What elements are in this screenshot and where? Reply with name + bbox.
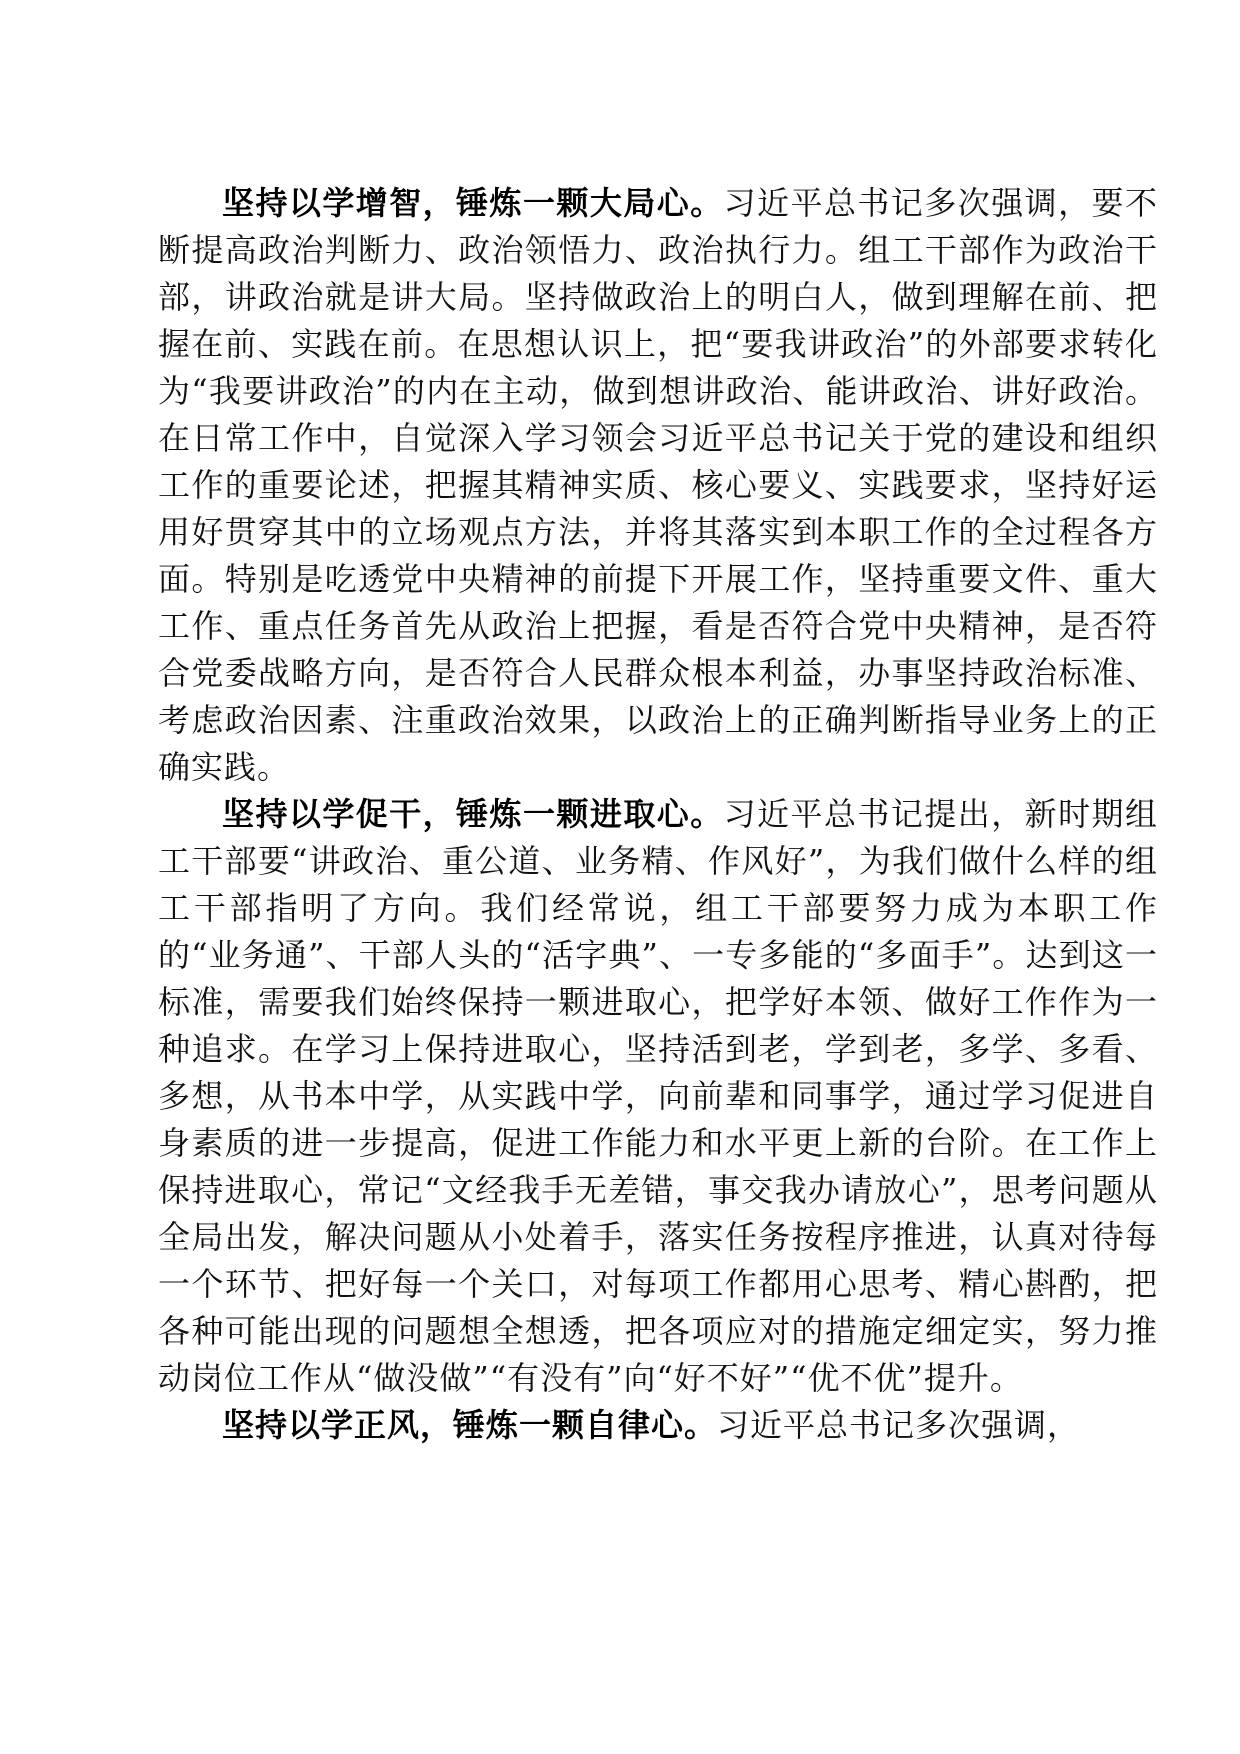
paragraph-1: [158, 180, 1158, 791]
paragraph-2-body: 习近平总书记提出，新时期组工干部要“讲政治、重公道、业务精、作风好”，为我们做什么样的组工干部指明了方向。我们经常说，组工干部要努力成为本职工作的“业务通”、干部人头的“活字典”、一专多能的“多面手”。达到这一标准，需要我们始终保持一颗进取心，把学好本领、做好工作作为一种追求。在学习上保持进取心，坚持活到老，学到老，多学、多看、多想，从书本中学，从实践中学，向前辈和同事学，通过学习促进自身素质的进一步提高，促进工作能力和水平更上新的台阶。在工作上保持进取心，常记“文经我手无差错，事交我办请放心”，思考问题从全局出发，解决问题从小处着手，落实任务按程序推进，认真对待每一个环节、把好每一个关口，对每项工作都用心思考、精心斟酌，把各种可能出现的问题想全想透，把各项应对的措施定细定实，努力推动岗位工作从“做没做”“有没有”向“好不好”“优不优”提升。: [158, 795, 1158, 1397]
paragraph-3: [158, 1402, 1158, 1449]
document-page: [158, 180, 1158, 1449]
paragraph-3-heading: 坚持以学正风，锤炼一颗自律心。: [222, 1406, 718, 1444]
paragraph-1-heading: 坚持以学增智，锤炼一颗大局心。: [222, 184, 724, 222]
paragraph-3-body: 习近平总书记多次强调，: [717, 1406, 1081, 1444]
paragraph-2-heading: 坚持以学促干，锤炼一颗进取心。: [222, 795, 724, 833]
paragraph-2: [158, 791, 1158, 1402]
paragraph-1-body: 习近平总书记多次强调，要不断提高政治判断力、政治领悟力、政治执行力。组工干部作为政治干部，讲政治就是讲大局。坚持做政治上的明白人，做到理解在前、把握在前、实践在前。在思想认识上，把“要我讲政治”的外部要求转化为“我要讲政治”的内在主动，做到想讲政治、能讲政治、讲好政治。在日常工作中，自觉深入学习领会习近平总书记关于党的建设和组织工作的重要论述，把握其精神实质、核心要义、实践要求，坚持好运用好贯穿其中的立场观点方法，并将其落实到本职工作的全过程各方面。特别是吃透党中央精神的前提下开展工作，坚持重要文件、重大工作、重点任务首先从政治上把握，看是否符合党中央精神，是否符合党委战略方向，是否符合人民群众根本利益，办事坚持政治标准、考虑政治因素、注重政治效果，以政治上的正确判断指导业务上的正确实践。: [158, 184, 1158, 786]
